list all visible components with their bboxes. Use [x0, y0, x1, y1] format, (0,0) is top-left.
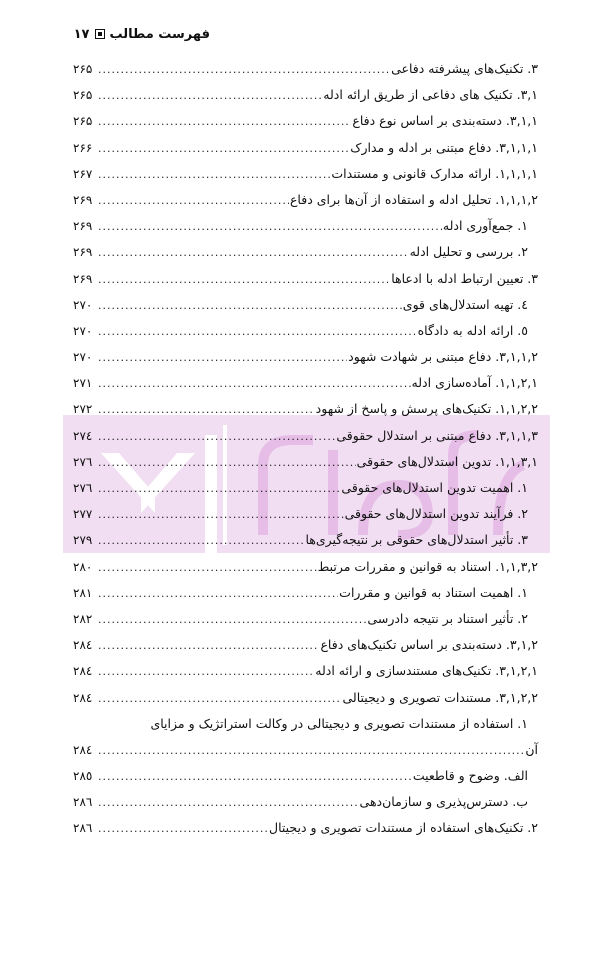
toc-entry-row[interactable]: [73, 501, 538, 527]
dot-leader: [98, 476, 340, 502]
toc-entry-title: ۳,۱,۲,۱. تکنیک‌های مستندسازی و ارائه ادله: [315, 663, 538, 679]
toc-entry-title: ۲. بررسی و تحلیل ادله: [409, 244, 528, 260]
toc-entry-row[interactable]: [73, 763, 538, 789]
toc-page-number: ۲۸٤: [73, 742, 93, 757]
page-header: [70, 24, 210, 44]
toc-entry-row[interactable]: [73, 449, 538, 475]
toc-page-number: ۲۸٦: [73, 795, 93, 810]
toc-entry-title: ٤. تهیه استدلال‌های قوی: [402, 296, 528, 312]
toc-entry-title: ۱,۱,۳,۲. استناد به قوانین و مقررات مرتبط: [317, 558, 538, 574]
toc-entry-title: ۳,۱,۱,۳. دفاع مبتنی بر استدلال حقوقی: [336, 427, 538, 443]
toc-page-number: ۲۶۷: [73, 166, 93, 181]
dot-leader: [98, 136, 349, 162]
toc-page-number: ۲۷۰: [73, 350, 93, 365]
toc-page-number: ۲۷٤: [73, 428, 93, 443]
toc-page-number: ۲۷٦: [73, 481, 93, 495]
toc-entry-title: ۳,۱,۲. دسته‌بندی بر اساس تکنیک‌های دفاع: [320, 637, 538, 653]
dot-leader: [98, 633, 319, 659]
toc-entry-title: ۳,۱,۱,۲. دفاع مبتنی بر شهادت شهود: [348, 349, 538, 365]
toc-entry-row[interactable]: [73, 82, 538, 108]
toc-entry-title: ۳. تعیین ارتباط ادله با ادعاها: [391, 270, 538, 286]
toc-entry-row[interactable]: [73, 292, 538, 318]
toc-entry-title: ۱. اهمیت تدوین استدلال‌های حقوقی: [341, 480, 528, 495]
toc-entry-row[interactable]: [73, 239, 538, 265]
dot-leader: [98, 450, 356, 476]
toc-entry-row[interactable]: [73, 213, 538, 239]
toc-entry-title: ۱,۱,۱,۲. تحلیل ادله و استفاده از آن‌ها برای دفاع: [289, 191, 538, 207]
dot-leader: [98, 83, 322, 109]
dot-leader: [98, 267, 390, 293]
toc-page-number: ۲۶۵: [73, 88, 93, 103]
toc-entry-row[interactable]: [73, 815, 538, 841]
dot-leader: [98, 109, 351, 135]
toc-entry-title: ۱,۱,۳,۱. تدوین استدلال‌های حقوقی: [356, 453, 538, 469]
dot-leader: [98, 240, 409, 266]
toc-page-number: ۲۷۹: [73, 533, 93, 548]
dot-leader: [98, 293, 402, 319]
toc-entry-row[interactable]: [73, 396, 538, 422]
square-bullet-icon: [95, 29, 105, 39]
toc-entry-row[interactable]: [73, 580, 538, 606]
toc-entry-title: آن: [525, 741, 538, 757]
toc-page-number: ۲۷۷: [73, 507, 93, 522]
table-of-contents: [73, 56, 538, 842]
dot-leader: [98, 188, 289, 214]
toc-entry-row[interactable]: [73, 266, 538, 292]
toc-entry-row[interactable]: [73, 344, 538, 370]
toc-entry-title: ۳. تأثیر استدلال‌های حقوقی بر نتیجه‌گیری‌ها: [305, 532, 528, 548]
dot-leader: [98, 345, 347, 371]
toc-page-number: ۲۶۹: [73, 219, 93, 234]
toc-page-number: ۲۶۹: [73, 245, 93, 260]
toc-entry-title: الف. وضوح و قاطعیت: [412, 768, 528, 784]
toc-wrapped-entry-line[interactable]: [73, 711, 538, 737]
toc-page-number: ۲۸۱: [73, 585, 93, 600]
toc-entry-row[interactable]: [73, 554, 538, 580]
dot-leader: [98, 424, 335, 450]
dot-leader: [98, 319, 417, 345]
header-title: فهرست مطالب: [109, 26, 210, 42]
toc-entry-title: ۱,۱,۲,۱. آماده‌سازی ادله: [411, 375, 538, 391]
toc-entry-title: ۱,۱,۲,۲. تکنیک‌های پرسش و پاسخ از شهود: [315, 401, 538, 417]
toc-entry-title: ۱. استفاده از مستندات تصویری و دیجیتالی در وکالت استراتژیک و مزایای: [150, 715, 528, 731]
toc-page-number: ۲۸٤: [73, 664, 93, 679]
toc-page-number: ۲۷٦: [73, 454, 93, 469]
dot-leader: [98, 162, 330, 188]
toc-entry-row[interactable]: [73, 475, 538, 501]
toc-entry-title: ۱,۱,۱,۱. ارائه مدارک قانونی و مستندات: [331, 165, 538, 181]
toc-page-number: ۲۸٤: [73, 690, 93, 705]
dot-leader: [98, 790, 359, 816]
toc-entry-row[interactable]: [73, 108, 538, 134]
toc-entry-title: ۳,۱,۱. دسته‌بندی بر اساس نوع دفاع: [352, 113, 538, 129]
dot-leader: [98, 555, 317, 581]
toc-page-number: ۲۷۰: [73, 297, 93, 312]
toc-entry-row[interactable]: [73, 318, 538, 344]
dot-leader: [98, 607, 366, 633]
toc-page-number: ۲۷۲: [73, 402, 93, 417]
header-page-number: ۱۷: [73, 26, 90, 42]
toc-page-number: ۲۷۱: [73, 376, 93, 391]
dot-leader: [98, 816, 268, 842]
toc-entry-row[interactable]: [73, 658, 538, 684]
toc-page-number: ۲۸۲: [73, 611, 93, 626]
dot-leader: [98, 738, 524, 764]
toc-page-number: ۲۸٤: [73, 638, 93, 653]
toc-entry-row[interactable]: [73, 606, 538, 632]
toc-entry-title: ۳,۱. تکنیک های دفاعی از طریق ارائه ادله: [323, 87, 538, 103]
toc-entry-row[interactable]: [73, 789, 538, 815]
toc-entry-row[interactable]: [73, 685, 538, 711]
dot-leader: [98, 686, 341, 712]
toc-entry-row[interactable]: [73, 187, 538, 213]
toc-entry-title: ۳,۱,۱,۱. دفاع مبتنی بر ادله و مدارک: [350, 139, 538, 155]
toc-entry-title: ۳. تکنیک‌های پیشرفته دفاعی: [391, 61, 538, 76]
dot-leader: [98, 397, 315, 423]
toc-entry-title: ۱. جمع‌آوری ادله: [442, 218, 528, 234]
dot-leader: [98, 502, 344, 528]
toc-page-number: ۲۸۰: [73, 559, 93, 574]
toc-entry-row[interactable]: [73, 737, 538, 763]
toc-entry-title: ۳,۱,۲,۲. مستندات تصویری و دیجیتالی: [342, 689, 538, 705]
toc-page-number: ۲۶۹: [73, 271, 93, 286]
dot-leader: [98, 659, 314, 685]
toc-entry-title: ۲. تأثیر استناد بر نتیجه دادرسی: [367, 610, 528, 626]
dot-leader: [98, 764, 412, 790]
dot-leader: [98, 214, 442, 240]
toc-entry-row[interactable]: [73, 135, 538, 161]
toc-page-number: ۲۸٥: [73, 769, 93, 784]
dot-leader: [98, 371, 411, 397]
dot-leader: [98, 528, 304, 554]
toc-entry-row[interactable]: [73, 632, 538, 658]
toc-entry-title: ۱. اهمیت استناد به قوانین و مقررات: [339, 584, 528, 600]
toc-page-number: ۲۷۰: [73, 323, 93, 338]
toc-page-number: ۲۸٦: [73, 821, 93, 836]
toc-entry-title: ٥. ارائه ادله به دادگاه: [417, 322, 528, 338]
toc-entry-row[interactable]: [73, 527, 538, 553]
toc-page-number: ۲۶۹: [73, 192, 93, 207]
toc-entry-title: ب. دسترس‌پذیری و سازمان‌دهی: [359, 794, 528, 810]
toc-entry-title: ۲. تکنیک‌های استفاده از مستندات تصویری و دیجیتال: [269, 820, 538, 836]
toc-entry-row[interactable]: [73, 423, 538, 449]
toc-page-number: ۲۶۶: [73, 140, 93, 155]
toc-entry-row[interactable]: [73, 161, 538, 187]
toc-entry-title: ۲. فرآیند تدوین استدلال‌های حقوقی: [344, 506, 528, 522]
toc-entry-row[interactable]: [73, 56, 538, 82]
toc-page-number: ۲۶۵: [73, 62, 93, 76]
dot-leader: [98, 581, 338, 607]
toc-page-number: ۲۶۵: [73, 114, 93, 129]
dot-leader: [98, 57, 390, 83]
toc-entry-row[interactable]: [73, 370, 538, 396]
